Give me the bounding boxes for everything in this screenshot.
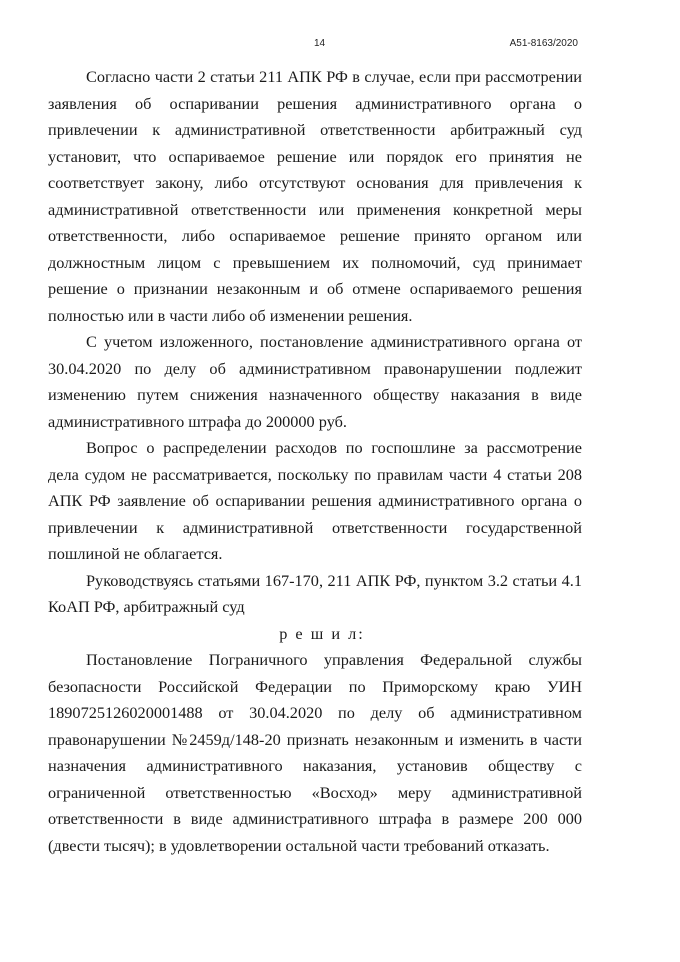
case-number: А51-8163/2020 xyxy=(509,38,578,49)
verdict-heading: р е ш и л: xyxy=(279,623,365,643)
paragraph-legal-basis: Согласно части 2 статьи 211 АПК РФ в случае, если при рассмотрении заявления об оспаривании решения административного органа о привлечении к административной ответственности арбитражный суд установит, что оспариваемое решение или порядок его принятия не соответствует закону, либо отсутствуют основания для привлечения к административной ответственности или применения конкретной меры ответственности, либо оспариваемое решение принято органом или должностным лицом с превышением их полномочий, суд принимает решение о признании незаконным и об отмене оспариваемого решения полностью или в части либо об изменении решения. xyxy=(48,67,582,325)
paragraph-decision: Постановление Пограничного управления Федеральной службы безопасности Российской Федерации по Приморскому краю УИН 1890725126020001488 от 30.04.2020 по делу об административном правонарушении №2459д/148-20 признать незаконным и изменить в части назначения административного наказания, установив обществу с ограниченной ответственностью «Восход» меру административной ответственности в виде административного штрафа в размере 200 000 (двести тысяч); в удовлетворении остальной части требований отказать. xyxy=(48,650,582,855)
paragraph-conclusion: С учетом изложенного, постановление административного органа от 30.04.2020 по делу об административном правонарушении подлежит изменению путем снижения назначенного обществу наказания в виде административного штрафа до 200000 руб. xyxy=(48,332,582,431)
paragraph-guided-by: Руководствуясь статьями 167-170, 211 АПК РФ, пунктом 3.2 статьи 4.1 КоАП РФ, арбитражный суд xyxy=(48,570,582,616)
page-number: 14 xyxy=(314,38,326,49)
paragraph-court-fees: Вопрос о распределении расходов по госпошлине за рассмотрение дела судом не рассматривается, поскольку по правилам части 4 статьи 208 АПК РФ заявление об оспаривании решения административного органа о привлечении к административной ответственности государственной пошлиной не облагается. xyxy=(48,438,582,563)
document-body xyxy=(48,64,582,859)
